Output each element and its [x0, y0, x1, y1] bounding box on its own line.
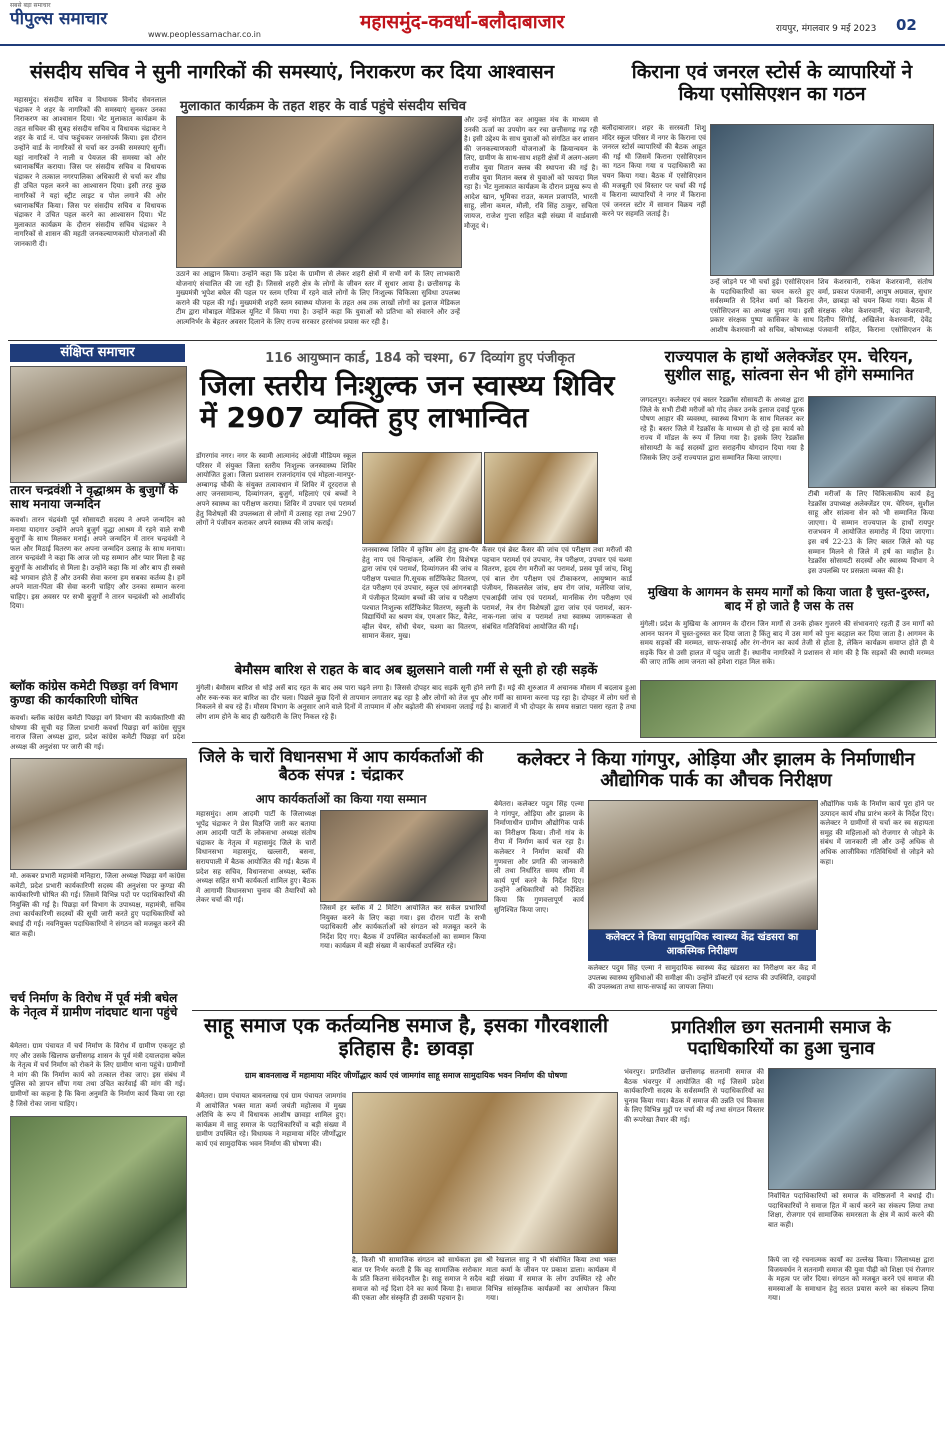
- roads-headline: बेमौसम बारिश से राहत के बाद अब झुलसाने वाली गर्मी से सूनी हो रही सड़कें: [234, 663, 598, 678]
- s2-headline: किराना एवं जनरल स्टोर्स के व्यापारियों ने किया एसोसिएशन का गठन: [631, 61, 913, 105]
- sahu-headline: साहू समाज एक कर्तव्यनिष्ठ समाज है, इसका गौरवशाली इतिहास है: छावड़ा: [203, 1013, 609, 1060]
- collector-body-col3: औद्योगिक पार्क के निर्माण कार्य पूरा होने पर उत्पादन कार्य शीघ्र प्रारंभ करने के निर्देश दिए। कलेक्टर ने ग्रामीणों से चर्चा कर स्व सहायता समूह की महिलाओं को रोजगार से जोड़ने के संबंध में जानकारी ली और उन्हें अधिक से अधिक आजीविका गतिविधियों से जोड़ने को कहा।: [820, 800, 934, 866]
- section-title: महासमुंद-कवर्धा-बलौदाबाजार: [360, 11, 565, 33]
- health-body-col1: डोंगरगांव नगर। नगर के स्वामी आत्मानंद अंग्रेजी मीडियम स्कूल परिसर में संयुक्त जिला स्तरीय निःशुल्क जनस्वास्थ्य शिविर आयोजित हुआ। जिला प्रशासन राजनांदगांव एवं मोहला-मानपुर-अम्बागढ़ चौकी के संयुक्त तत्वावधान में शिविर में दूरदराज से आए जनसामान्य, दिव्यांगजन, बुजुर्ग, महिलाएं एवं बच्चों ने अपने स्वास्थ्य का परीक्षण कराया। शिविर में उपचार एवं परामर्श हेतु विशेषज्ञों की उपलब्धता से लोगों में उत्साह रहा तथा 2907 लोगों ने पंजीयन कराकर अपने स्वास्थ्य की जांच कराई।: [196, 452, 356, 528]
- protest-photo: [10, 1116, 187, 1288]
- satnami-body-col2: निर्वाचित पदाधिकारियों को समाज के वरिष्ठजनों ने बधाई दी। पदाधिकारियों ने समाज हित में कार्य करने का संकल्प लिया तथा शिक्षा, रोजगार एवं सामाजिक समरसता के क्षेत्र में कार्य करने की बात कही।: [768, 1192, 934, 1229]
- s1-body-col1: महासमुंद। संसदीय सचिव व विधायक विनोद सेवनलाल चंद्राकर ने शहर के नागरिकों की समस्याएं सुनकर उनका निराकरण का आश्वासन दिया। भेंट मुलाकात कार्यक्रम के तहत सचिवर की सुबह संसदीय सचिव व विधायक चंद्राकर ने शहर के वार्ड नं. पांच फहुंचकर जनसंपर्क किया। इस दौरान उन्होंने वार्ड के नागरिकों से चर्चा कर उनकी समस्याएं सुनीं। यहां नागरिकों ने नाली व पेयजल की समस्या को ओर ध्यानाकर्षित कराया। जिस पर संसदीय सचिव व विधायक चंद्राकर ने तत्काल नगरपालिका अधिकारी से चर्चा कर शीघ्र ही उचित पहल करने का आश्वासन दिया। इसी तरह कुछ नागरिकों ने यहां स्ट्रीट लाइट व पोल लगाने की ओर ध्यानाकर्षित किया। जिस पर संसदीय सचिव व विधायक चंद्राकर ने उचित पहल करने का आश्वासन दिया। भेंट मुलाकात कार्यक्रम के दौरान संसदीय सचिव चंद्राकर ने नागरिकों से शासन की महती जनकल्याणकारी योजनाओं की जानकारी दी।: [14, 96, 166, 248]
- sahu-body-col2: है, किसी भी सामाजिक संगठन को सार्थकता इस बात पर निर्भर करती है कि वह सामाजिक सरोकार के प्रति कितना संवेदनशील है। साहू समाज ने सदैव समाज को नई दिशा देने का कार्य किया है। समाज की एकता और संस्कृति ही उसकी पहचान है।: [352, 1256, 482, 1303]
- aap-body-col2: जिसमें हर ब्लॉक में 2 मिटिंग आयोजित कर सर्कल प्रभारियों नियुक्त करने के लिए कहा गया। इस दौरान पार्टी के सभी पदाधिकारी और कार्यकर्ताओं को संगठन को मजबूत करने के निर्देश दिए गए। बैठक में उपस्थित कार्यकर्ताओं का सम्मान किया गया। कार्यक्रम में बड़ी संख्या में कार्यकर्ता उपस्थित रहे।: [320, 904, 486, 951]
- governor-body-col2: टीबी मरीजों के लिए चिकित्सकीय कार्य हेतु रेडक्रॉस उपाध्यक्ष अलेक्जेंडर एम. चेरियन, सुशील साहू और सांत्वना सेन को भी सम्मानित किया जाएगा। ये सम्मान राज्यपाल के हाथों रायपुर राजभवन में आयोजित समारोह में दिया जाएगा। इस वर्ष 22-23 के लिए बस्तर जिले को यह सम्मान मिलने से जिले में हर्ष का माहौल है। रेडक्रॉस सोसायटी सदस्यों और स्वास्थ्य विभाग ने इस उपलब्धि पर प्रसन्नता व्यक्त की है।: [808, 490, 934, 575]
- satnami-body-col3: किये जा रहे रचनात्मक कार्यों का उल्लेख किया। जिलाध्यक्ष द्वारा विजयवर्धन ने सतनामी समाज की युवा पीढ़ी को शिक्षा एवं रोजगार के महत्व पर जोर दिया। संगठन को मजबूत करने एवं समाज की समस्याओं के समाधान हेतु सतत प्रयास करने का संकल्प लिया गया।: [768, 1256, 934, 1303]
- s2-photo: [710, 124, 934, 276]
- divider: [8, 340, 937, 341]
- brief-headline-2: ब्लॉक कांग्रेस कमेटी पिछड़ा वर्ग विभाग कुण्डा की कार्यकारिणी घोषित: [10, 679, 178, 707]
- brief-body-1: कवर्धा। तारन चंद्रवंशी पूर्व सोसायटी सदस्य ने अपने जन्मदिन को मनाया यादगार उन्होंने अपने बुजुर्ग वृद्धा आश्रम में रहने वाले सभी बुजुर्गों के साथ मिलकर मनाई। अपने जन्मदिन में तारन चन्द्रवंशी ने फल और मिठाई वितरण कर अपना जन्मदिन उत्साह के साथ मनाया। तारन चन्द्रवंशी ने कहा कि आज जो यह सम्मान और प्यार मिला है वह बुजुर्गों के आशीर्वाद से मिला है। उन्होंने कहा कि मां और बाप ही सबसे बड़े भगवान होते हैं और उनकी सेवा करना हम सबका कर्तव्य है। हमें अपने माता-पिता की सेवा करनी चाहिए और उनका सम्मान करना चाहिए। इस अवसर पर सभी बुजुर्गों ने तारन चन्द्रवंशी को आशीर्वाद दिया।: [10, 516, 185, 611]
- s1-photo: [176, 116, 462, 268]
- satnami-headline: प्रगतिशील छग सतनामी समाज के पदाधिकारियों का हुआ चुनाव: [671, 1017, 891, 1059]
- brand-tagline: सबसे बड़ा समाचार: [10, 2, 51, 9]
- health-photo-2: [484, 452, 598, 544]
- brief-photo-1: [10, 366, 187, 483]
- governor-body-col1: जगदलपुर। कलेक्टर एवं बस्तर रेडक्रॉस सोसायटी के अध्यक्ष द्वारा जिले के सभी टीबी मरीजों को गोद लेकर उनके इलाज दवाई पूरक पोषण आहार की व्यवस्था, स्वास्थ्य विभाग के साथ मिलकर कर रहे हैं। बस्तर जिले में रेडक्रॉस के माध्यम से हो रहे इस कार्य को राज्य में मॉडल के रूप में लिया गया है। इसके लिए रेडक्रॉस सोसायटी के कई सदस्यों द्वारा सराहनीय योगदान दिया गया है जिसके लिए उन्हें राज्यपाल द्वारा सम्मानित किया जाएगा।: [640, 396, 804, 462]
- chief-headline: मुखिया के आगमन के समय मार्गों को किया जाता है चुस्त-दुरुस्त, बाद में हो जाते है जस के तस: [647, 585, 931, 613]
- sahu-photo: [352, 1092, 618, 1254]
- s2-body-col2: उन्हें जोड़ने पर भी चर्चा हुई। एसोसिएशन के पदाधिकारियों का चयन करते हुए सर्वसम्मति से दिनेश वर्मा को किराना एसोसिएशन का अध्यक्ष चुना गया। इसी प्रकार संरक्षक पुष्पा कासिकर के साथ आशीष केशरवानी को सचिव, कोषाध्यक्ष: [710, 278, 814, 334]
- sahu-body-col1: बेमेतरा। ग्राम पंचायत बावनलाख एवं ग्राम पंचायत जामगांव में आयोजित भक्त माता कर्मा जयंती महोत्सव में मुख्य अतिथि के रूप में विधायक आशीष छावड़ा शामिल हुए। कार्यक्रम में साहू समाज के पदाधिकारियों व बड़ी संख्या में ग्रामीण उपस्थित रहे। विधायक ने महामाया मंदिर जीर्णोद्धार कार्य एवं सामुदायिक भवन निर्माण की घोषणा की।: [196, 1092, 346, 1148]
- site-url[interactable]: www.peoplessamachar.co.in: [148, 30, 261, 39]
- aap-headline: जिले के चारों विधानसभा में आप कार्यकर्ताओं की बैठक संपन्न : चंद्राकर: [198, 747, 484, 785]
- collector-caption: कलेक्टर ने किया सामुदायिक स्वास्थ्य केंद्र खंडसरा का आकस्मिक निरीक्षण: [588, 930, 816, 961]
- page-number: 02: [896, 16, 917, 34]
- aap-subheadline: आप कार्यकर्ताओं का किया गया सम्मान: [255, 792, 427, 806]
- aap-body-col1: महासमुंद। आम आदमी पार्टी के जिलाध्यक्ष भूपेंद्र चंद्राकर ने प्रेस विज्ञप्ति जारी कर बताया आम आदमी पार्टी के लोकसभा अध्यक्ष संतोष चंद्राकर के नेतृत्व में महासमुंद जिले के चारों विधानसभा महासमुंद, खल्लारी, बसना, सरायपाली में बैठक आयोजित की गई। बैठक में प्रदेश सह सचिव, विधानसभा अध्यक्ष, ब्लॉक अध्यक्ष सहित सभी कार्यकर्ता शामिल हुए। बैठक में आगामी विधानसभा चुनाव की तैयारियों को लेकर चर्चा की गई।: [196, 810, 316, 905]
- governor-headline: राज्यपाल के हाथों अलेक्जेंडर एम. चेरियन, सुशील साहू, सांत्वना सेन भी होंगे सम्मानित: [664, 347, 914, 385]
- dateline: रायपुर, मंगलवार 9 मई 2023: [776, 24, 877, 34]
- governor-photo: [808, 396, 936, 488]
- health-headline: जिला स्तरीय निःशुल्क जन स्वास्थ्य शिविर में 2907 व्यक्ति हुए लाभान्वित: [200, 369, 615, 435]
- roads-body: मुंगेली। बेमौसम बारिश से थोड़े अर्से बाद रहत के बाद अब पारा चढ़ने लगा है। जिससे दोपहर बाद सड़कें सूनी होने लगी हैं। मई की शुरुआत में अचानक मौसम में बदलाव हुआ और रुक-रुक कर बारिश का दौर चला। पिछले कुछ दिनों से तापमान लगातार बढ़ रहा है और लोगों को तेज धूप और गर्मी का सामना करना पड़ रहा है। दोपहर में लोग घरों से निकलने से बच रहे हैं। मौसम विभाग के अनुसार आने वाले दिनों में तापमान में और बढ़ोतरी की संभावना जताई गई है। बाजारों में भी दोपहर के समय सन्नाटा पसरा रहता है तथा लोग शाम होने के बाद ही खरीदारी के लिए निकल रहे हैं।: [196, 684, 636, 721]
- health-body-col2: जनस्वास्थ्य शिविर में कृत्रिम अंग हेतु हाथ-पैर हेतु नाप एवं चिन्हांकन, अस्थि रोग विशेषज्ञ द्वारा जांच एवं परामर्श, दिव्यांगजन की जांच व परीक्षण पश्चात गि.सूचक सर्टिफिकेट वितरण, दंत परीक्षण एवं उपचार, स्कूल एवं आंगनबाड़ी में पंजीकृत दिव्यांग बच्चों की जांच व परीक्षण पश्चात निःशुल्क सर्टिफिकेट वितरण, स्कूली के विद्यार्थियों का श्रवण यंत्र, एमआर किट, वैलेट, व्हील चेयर, सोंधी चेयर, चश्मा का वितरण, सामान केंसर, मुख।: [362, 546, 478, 641]
- s1-body-col3: और उन्हें संगठित कर आयुक्त मंच के माध्यम से उनकी ऊर्जा का उपयोग कर रचा छत्तीसगढ़ गढ़ रही है। इसी उद्देश्य के साथ युवाओं को संगठित कर शासन की जनकल्याणकारी योजनाओं के क्रियान्वयन के लिए, ग्रामीण के साथ-साथ शहरी क्षेत्रों में अलग-अलग राजीव युवा मितान क्लब की स्थापना की गई है। राजीव युवा मितान क्लब से युवाओं को फायदा मिल रहा है। भेंट मुलाकात कार्यक्रम के दौरान प्रमुख रूप से आदेश खान, भूमिका राउत, कमल प्रजापति, भारती साहू, लीना कमल, मौली, रवि सिंह ठाकुर, सचिता जायज, राजेश गुप्ता सहित बड़ी संख्या में वार्डवासी मौजूद थे।: [464, 116, 598, 230]
- chief-photo: [640, 680, 936, 738]
- collector-headline: कलेक्टर ने किया गांगपुर, ओड़िया और झालम के निर्माणाधीन औद्योगिक पार्क का औचक निरीक्षण: [517, 749, 915, 791]
- aap-photo: [320, 810, 488, 902]
- chief-body: मुंगेली। प्रदेश के मुखिया के आगमन के दौरान जिन मार्गों से उनके होकर गुजरने की संभावनाएं रहती हैं उन मार्गों को आनन फानन में चुस्त-दुरुस्त कर दिया जाता है किंतु बाद में उस मार्ग को पुनः बदहाल कर दिया जाता है। आगमन के समय सड़कों की मरम्मत, साफ-सफाई और रंग-रोगन का कार्य तेजी से होता है, लेकिन कार्यक्रम समाप्त होते ही ये सड़कें फिर से उसी हालत में पहुंच जाती हैं। स्थानीय नागरिकों ने प्रशासन से मांग की है कि सड़कों की स्थायी मरम्मत की जाए ताकि आम जनता को हमेशा राहत मिल सके।: [640, 620, 934, 667]
- s1-headline: संसदीय सचिव ने सुनी नागरिकों की समस्याएं, निराकरण कर दिया आश्वासन: [30, 61, 555, 83]
- brief-headline-1: तारन चन्द्रवंशी ने वृद्धाश्रम के बुजुर्गों के साथ मनाया जन्मदिन: [10, 483, 178, 511]
- sahu-subheadline: ग्राम बावनलाख में महामाया मंदिर जीर्णोद्धार कार्य एवं जामगांव साहू समाज सामुदायिक भवन निर्माण की घोषणा: [244, 1071, 568, 1080]
- s2-body-col1: बलौदाबाजार। शहर के सरस्वती शिशु मंदिर स्कूल परिसर में नगर के किराना एवं जनरल स्टोर्स व्यापारियों की बैठक आहूत की गई थी जिसमें किराना एसोसिएशन का गठन किया गया व पदाधिकारी का चयन किया गया। बैठक में एसोसिएशन की मजबूती एवं विस्तार पर चर्चा की गई व किराना व्यापारियों ने नगर में किराना एवं जनरल स्टोर में सामान विक्रय नहीं करने पर सहमति जताई है।: [602, 124, 706, 219]
- s2-body-col3: शिव केशरवानी, राकेश केशरवानी, संतोष वर्मा, प्रकाश पंजवानी, आयुष अग्रवाल, सुधार जैन, छाबड़ा को चयन किया गया। बैठक में संरक्षक रमेश केशरवानी, चंदा केशरवानी, दिलीप सिंगोई, अखिलेश केशरवानी, देवेंद्र पंजवानी सहित, किराना एसोसिएशन के: [818, 278, 932, 334]
- s1-body-col2: उठाने का आह्वान किया। उन्होंने कहा कि प्रदेश के ग्रामीण से लेकर शहरी क्षेत्रों में सभी वर्ग के लिए लाभकारी योजनाएं संचालित की जा रही हैं। जिससे शहरी क्षेत्र के लोगों के जीवन स्तर में सुधार आया है। छत्तीसगढ़ के मुख्यमंत्री भूपेश बघेल की पहल पर स्लम एरिया में रहने वाले लोगों के लिए निःशुल्क चिकित्सा सुविधा उपलब्ध कराने की पहल की गई। मुख्यमंत्री शहरी स्लम स्वास्थ्य योजना के तहत अब तक लाखों लोगों का इलाज मेडिकल टीम द्वारा मोबाइल मेडिकल यूनिट में किया गया है। उन्होंने कहा कि युवाओं को प्रतिभा को संवारने और उन्हें आत्मनिर्भर के बेहतर अवसर दिलाने के लिए राज्य सरकार हरसंभव प्रयास कर रही है।: [176, 270, 460, 326]
- health-body-col3: कैंसर एवं ब्रेस्ट कैंसर की जांच एवं परीक्षण तथा मरीजों की पहचान परामर्श एवं उपचार, नेत्र परीक्षण, उपचार एवं चश्मा वितरण, हृदय रोग मरीजों का परामर्श, प्रसव पूर्व जांच, शिशु एवं बाल रोग परीक्षण एवं टीकाकरण, आयुष्मान कार्ड पंजीयन, सिकलसेल जांच, क्षय रोग जांच, मलेरिया जांच, एचआईवी जांच एवं परामर्श, मानसिक रोग परीक्षण एवं परामर्श, नेत्र रोग विशेषज्ञों द्वारा जांच एवं परामर्श, कान-नाक-गला जांच व परामर्श तथा स्वास्थ्य जागरूकता से संबंधित गतिविधियां आयोजित की गईं।: [482, 546, 632, 631]
- brief-photo-2: [10, 758, 187, 870]
- sahu-body-col3: श्री रेखलाल साहू ने भी संबोधित किया तथा भक्त माता कर्मा के जीवन पर प्रकाश डाला। कार्यक्रम में बड़ी संख्या में समाज के लोग उपस्थित रहे और विभिन्न सांस्कृतिक कार्यक्रमों का आयोजन किया गया।: [486, 1256, 616, 1303]
- s1-subheadline: मुलाकात कार्यक्रम के तहत शहर के वार्ड पहुंचे संसदीय सचिव: [180, 99, 466, 114]
- collector-body-col2: कलेक्टर पदुम सिंह एल्मा ने सामुदायिक स्वास्थ्य केंद्र खंडसरा का निरीक्षण कर केंद्र में उपलब्ध स्वास्थ्य सुविधाओं की समीक्षा की। उन्होंने डॉक्टरों एवं स्टाफ की उपस्थिति, दवाइयों की उपलब्धता तथा साफ-सफाई का जायजा लिया।: [588, 964, 816, 992]
- divider: [192, 742, 937, 743]
- brief-body-2: कवर्धा। ब्लॉक कांग्रेस कमेटी पिछड़ा वर्ग विभाग की कार्यकारिणी की घोषणा की सूची यह जिला प्रभारी कवर्धा पिछड़ा वर्ग कांग्रेस सुपुत्र नाराज जिला अध्यक्ष द्वारा, प्रदेश कांग्रेस कमेटी पिछड़ा वर्ग प्रदेश अध्यक्ष की अनुशंसा पर जारी की गई।: [10, 714, 185, 751]
- protest-body: बेमेतरा। ग्राम पंचायत में चर्च निर्माण के विरोध में ग्रामीण एकजुट हो गए और उसके खिलाफ छत्तीसगढ़ शासन के पूर्व मंत्री दयालदास बघेल के नेतृत्व में चर्च निर्माण को रोकने के लिए ग्रामीण थाना पहुंचे। ग्रामीणों ने मांग की कि निर्माण कार्य को तत्काल रोका जाए। इस संबंध में पुलिस को ज्ञापन सौंपा गया तथा उचित कार्रवाई की मांग की गई। ग्रामीणों का कहना है कि बिना अनुमति के निर्माण कार्य किया जा रहा है जिसे रोका जाना चाहिए।: [10, 1042, 185, 1108]
- brief-body-3: मो. अकबर प्रभारी महामंत्री मनिहारा, जिला अध्यक्ष पिछड़ा वर्ग कांग्रेस कमेटी, प्रदेश प्रभारी कार्यकारिणी सदस्य की अनुशंसा पर कुण्डा की कार्यकारिणी घोषित की गई। जिसमें विभिन्न पदों पर पदाधिकारियों की नियुक्ति की गई है। पिछड़ा वर्ग विभाग के उपाध्यक्ष, महामंत्री, सचिव तथा कार्यकारिणी सदस्यों की सूची जारी करते हुए पदाधिकारियों को बधाई दी गई। नवनियुक्त पदाधिकारियों ने संगठन को मजबूत करने की बात कही।: [10, 872, 185, 938]
- satnami-body-col1: भंवरपुर। प्रगतिशील छत्तीसगढ़ सतनामी समाज की बैठक भंवरपुर में आयोजित की गई जिसमें प्रदेश कार्यकारिणी सदस्य के सर्वसम्मति से पदाधिकारियों का चुनाव किया गया। बैठक में समाज की उन्नति एवं विकास के लिए विभिन्न मुद्दों पर चर्चा की गई तथा संगठन विस्तार की रूपरेखा तैयार की गई।: [624, 1068, 764, 1124]
- protest-headline: चर्च निर्माण के विरोध में पूर्व मंत्री बघेल के नेतृत्व में ग्रामीण नांदघाट थाना पहुंचे: [10, 991, 178, 1019]
- satnami-photo: [768, 1068, 936, 1190]
- collector-body-col1: बेमेतरा। कलेक्टर पदुम सिंह एल्मा ने गांगपुर, ओड़िया और झालम के निर्माणाधीन ग्रामीण औद्योगिक पार्क का निरीक्षण किया। तीनों गांव के रीपा में निर्माण कार्य चल रहा है। कलेक्टर ने निर्माण कार्यों की गुणवत्ता और प्रगति की जानकारी ली तथा निर्धारित समय सीमा में कार्य पूर्ण करने के निर्देश दिए। उन्होंने अधिकारियों को निर्देशित किया कि गुणवत्तापूर्ण कार्य सुनिश्चित किया जाए।: [494, 800, 584, 914]
- divider: [192, 1010, 937, 1011]
- brief-box-title: संक्षिप्त समाचार: [10, 344, 185, 362]
- collector-photo: [588, 800, 818, 930]
- brand-logo: पीपुल्स समाचार: [10, 9, 108, 29]
- health-kicker: 116 आयुष्मान कार्ड, 184 को चश्मा, 67 दिव्यांग हुए पंजीकृत: [265, 351, 575, 366]
- health-photo-1: [362, 452, 482, 544]
